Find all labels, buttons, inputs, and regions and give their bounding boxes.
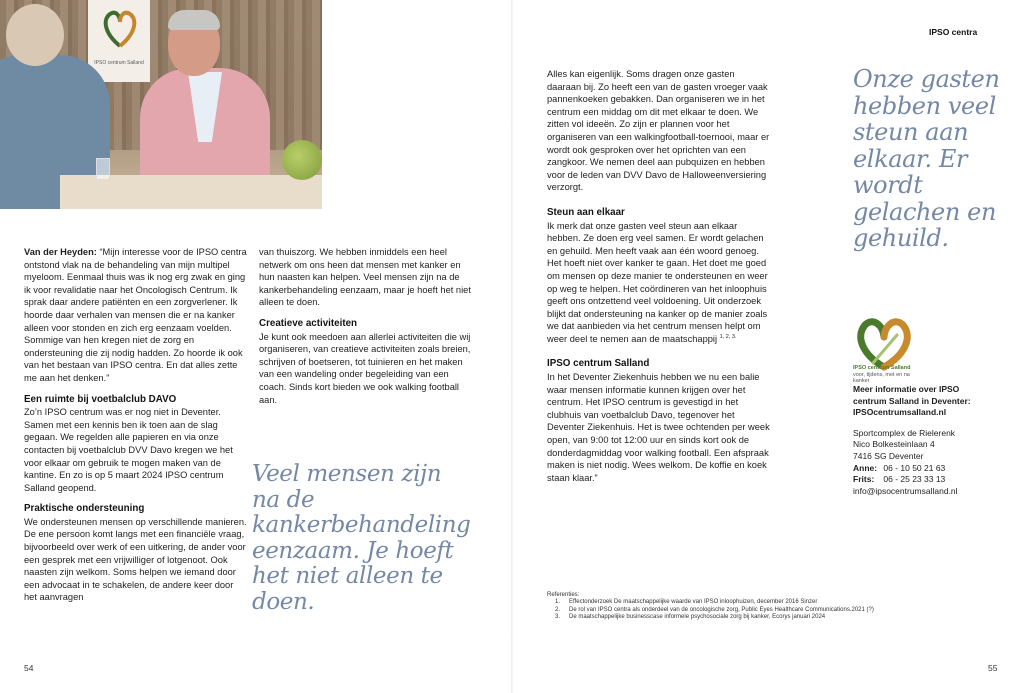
pull-quote-left: Veel mensen zijn na de kankerbehandeling eenzaam. Je hoeft het niet alleen te doen. — [252, 461, 471, 615]
reference-number: 1. — [554, 599, 560, 606]
plant — [282, 140, 322, 180]
reference-item — [547, 607, 947, 614]
heading-davo: Een ruimte bij voetbalclub DAVO — [24, 393, 177, 405]
heading-ipso-salland: IPSO centrum Salland — [547, 358, 650, 370]
phone-number-frits: 06 - 25 23 33 13 — [883, 474, 946, 485]
left-column-1 — [24, 246, 248, 604]
references — [547, 592, 947, 622]
heading-support: Steun aan elkaar — [547, 206, 625, 218]
contact-block — [853, 384, 993, 497]
interview-photo — [0, 0, 322, 209]
contact-heading-line2: centrum Salland in Deventer: — [853, 395, 971, 406]
person-right-hair — [168, 10, 220, 30]
intro-text: “Mijn interesse voor de IPSO centra ontstond vlak na de behandeling van mijn multipel myeloom. Eenmaal thuis was ik nog erg zwak en ging ik voor revalidatie naar het Oncologisch Centrum. Ik sprak daar andere patiënten en een zorgverlener. Ik hoorde daar verhalen van mensen die er na kanker alleen voor stonden en zich erg eenzaam voelden. Sommige van hen kregen niet de zorg en ondersteuning die zij nodig hadden. Zo hoorde ik ook van het bestaan van IPSO centra. En dat alles zette me aan het denken.” — [24, 247, 247, 383]
contact-heading-line1: Meer informatie over IPSO — [853, 384, 960, 394]
banner-text: IPSO centrum Salland — [94, 60, 144, 66]
paragraph-support-text: Ik merk dat onze gasten veel steun aan elkaar hebben. Ze doen erg veel samen. Er wordt gelachen en gehuild. Men heeft vaak aan één woord genoeg. Het hoeft niet over kanker te gaan. Het doet me goed om mensen op deze manier te ondersteunen en weer op weg te helpen. Het coördineren van het inloophuis geeft ons ontzettend veel voldoening. Uit onderzoek blijkt dat ondersteuning na kanker op de manier zoals we dat aanbieden via het centrum mensen helpt om weer deel te nemen aan de maatschappij — [547, 220, 768, 344]
reference-item — [547, 599, 947, 606]
reference-text: De rol van IPSO centra als onderdeel van de oncologische zorg, Public Eyes Healthcare Communications.2021 (?) — [569, 606, 874, 613]
references-list — [547, 599, 947, 621]
phone-label-frits: Frits: — [853, 474, 875, 485]
banner-heart-logo-icon — [100, 6, 140, 56]
paragraph-practical-support: We ondersteunen mensen op verschillende manieren. De ene persoon komt langs met een financiële vraag, bijvoorbeeld over werk of een uitkering, de ander voor een gesprek met een vrijwilliger of lotgenoot. Ook naasten zijn welkom. Soms helpen we iemand door een advocaat in te schakelen, de andere keer door het aanvragen — [24, 516, 247, 603]
pull-quote-right: Onze gasten hebben veel steun aan elkaar. Er wordt gelachen en gehuild. — [853, 65, 1000, 252]
page-gutter — [511, 0, 513, 693]
logo-tagline: voor, tijdens, met en na kanker — [853, 371, 910, 384]
paragraph-network: van thuiszorg. We hebben inmiddels een heel netwerk om ons heen dat mensen met kanker en hun naasten kan helpen. Veel mensen zijn na de kankerbehandeling eenzaam, maar je hoeft het niet alleen te doen. — [259, 247, 471, 308]
heading-creative-activities: Creatieve activiteiten — [259, 317, 358, 329]
contact-street: Nico Bolkesteinlaan 4 — [853, 439, 935, 450]
page-number-left: 54 — [24, 663, 34, 673]
paragraph-davo: Zo’n IPSO centrum was er nog niet in Deventer. Samen met een kennis ben ik toen aan de slag gegaan. We regelden alle papieren en via onze contacten bij voetbalclub DVV Davo kregen we het voor elkaar om gebruik te mogen maken van de kantine. En zo is op 5 maart 2024 IPSO centrum Salland geopend. — [24, 407, 233, 493]
paragraph-ipso-salland: In het Deventer Ziekenhuis hebben we nu een balie waar mensen informatie kunnen krijgen over het centrum. Het IPSO centrum is gevestigd in het clubhuis van voetbalclub Davo, tegenover het Deventer Ziekenhuis. Het is twee ochtenden per week open, van 9:00 tot 12:00 uur en sinds kort ook de donderdagmiddag voor walking football. Een afspraak maken is niet nodig. Wees welkom. De koffie en koek staan klaar.” — [547, 372, 770, 483]
speaker-name: Van der Heyden: — [24, 247, 97, 257]
reference-item — [547, 614, 947, 621]
paragraph-ideas: Alles kan eigenlijk. Soms dragen onze gasten daaraan bij. Zo heeft een van de gasten vroeger vaak pannenkoeken gebakken. Dan organiseren we in het centrum een middag om dit met elkaar te doen. We zitten vol ideeën. Zo zijn er plannen voor het organiseren van een walkingfootball-toernooi, maar er wordt ook gesproken over het oprichten van een zangkoor. We nemen deel aan pubquizen en hebben voor de leden van DVV Davo de Halloweenversiering verzorgt. — [547, 69, 770, 193]
water-glass — [96, 158, 110, 180]
contact-phone-anne — [853, 463, 993, 475]
person-left-head — [6, 4, 64, 66]
paragraph-support — [547, 220, 771, 346]
table — [60, 175, 322, 209]
reference-superscript: 1, 2, 3. — [719, 333, 737, 340]
reference-text: De maatschappelijke businesscase informele psychosociale zorg bij kanker, Ecorys januari 2024 — [569, 614, 826, 621]
right-column-1 — [547, 68, 771, 484]
phone-label-anne: Anne: — [853, 462, 878, 473]
contact-city: 7416 SG Deventer — [853, 450, 924, 461]
intro-paragraph — [24, 246, 248, 385]
contact-website-link[interactable]: IPSOcentrumsalland.nl — [853, 407, 947, 418]
heading-practical-support: Praktische ondersteuning — [24, 503, 145, 515]
phone-number-anne: 06 - 10 50 21 63 — [883, 462, 946, 473]
reference-number: 2. — [554, 606, 560, 613]
logo-name: IPSO centrum Salland — [853, 365, 911, 371]
logo-caption — [853, 365, 923, 385]
section-title: IPSO centra — [929, 27, 978, 37]
contact-email-link[interactable]: info@ipsocentrumsalland.nl — [853, 485, 958, 496]
reference-text: Effectonderzoek De maatschappelijke waarde van IPSO inloophuizen, december 2016 Sinzer — [569, 599, 818, 606]
references-title: Referenties: — [547, 592, 580, 598]
paragraph-creative-activities: Je kunt ook meedoen aan allerlei activiteiten die wij organiseren, van creatieve activiteiten zoals breien, schrijven of boetseren, tot tuinieren en het maken van een wandeling onder begeleiding van een coach. Sinds kort bieden we ook walking football aan. — [259, 331, 471, 405]
contact-phone-frits — [853, 474, 993, 486]
reference-number: 3. — [554, 614, 560, 621]
page-number-right: 55 — [988, 663, 998, 673]
left-column-2 — [259, 246, 471, 406]
contact-venue: Sportcomplex de Rielerenk — [853, 427, 956, 438]
